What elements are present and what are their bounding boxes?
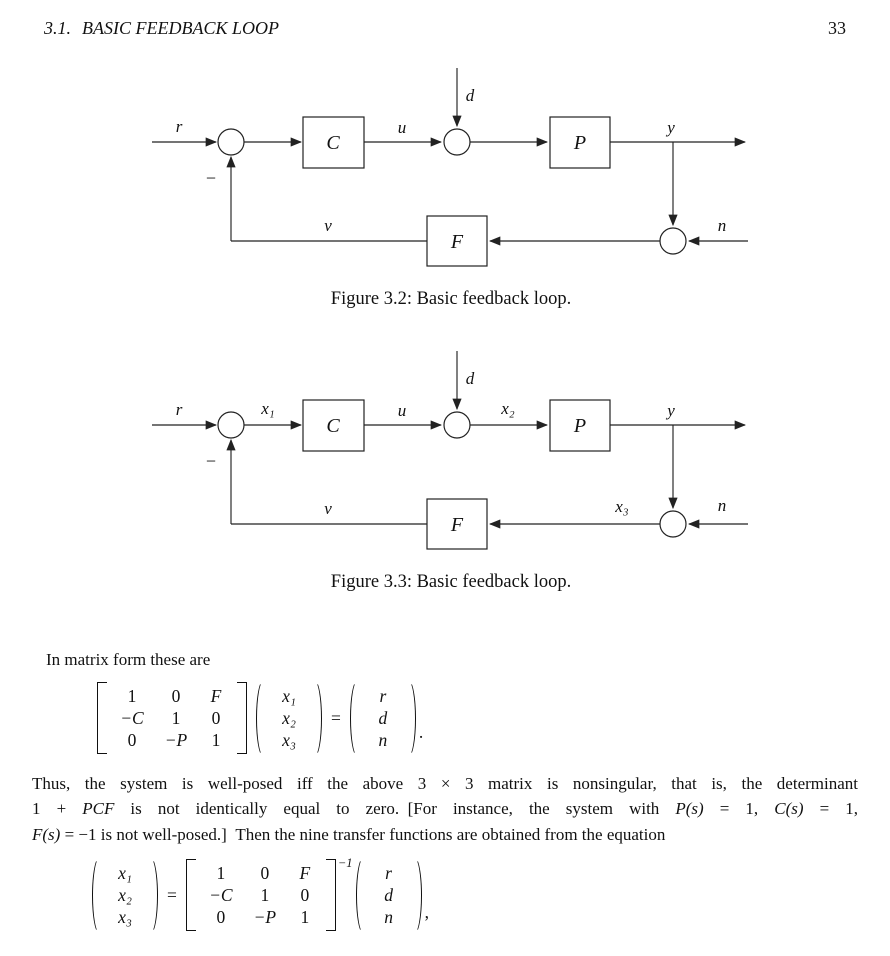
matrix-cell: −C: [120, 708, 144, 728]
input-vector: [370, 685, 396, 751]
matrix-cell: 1: [127, 686, 137, 706]
equation-punctuation: ,: [424, 902, 429, 922]
fig33-label-minus: −: [205, 451, 217, 471]
left-parenthesis: [256, 680, 271, 757]
math-segment: PCF: [82, 799, 115, 819]
left-square-bracket: [186, 859, 196, 931]
vector-cell: r: [379, 686, 387, 706]
right-parenthesis: [407, 857, 422, 934]
input-vector: [376, 862, 402, 928]
vector-cell: x₃: [118, 907, 132, 927]
vector-cell: d: [378, 708, 388, 728]
matrix-cell: 1: [171, 708, 181, 728]
math-segment: C(s): [774, 799, 804, 819]
page-number: 33: [828, 18, 846, 38]
paragraph-line-1: [32, 771, 858, 796]
state-vector: [112, 862, 138, 928]
vector-cell: x₂: [282, 708, 296, 728]
equation-1: [97, 681, 423, 755]
fig32-block-C-label: C: [326, 132, 340, 154]
fig32-label-minus: −: [205, 168, 217, 188]
matrix-cell: 1: [300, 907, 310, 927]
fig32-label-n: n: [717, 216, 727, 235]
vector-cell: x₁: [282, 686, 296, 706]
matrix-cell: 0: [216, 907, 226, 927]
fig32-label-y: y: [667, 118, 675, 137]
equals-sign: =: [331, 707, 341, 728]
left-parenthesis: [350, 680, 365, 757]
fig32-block-F-label: F: [450, 231, 464, 253]
matrix-cell: 0: [127, 730, 137, 750]
fig32-summing-junction-2: [444, 129, 470, 155]
fig33-label-x1: x₁: [261, 399, 275, 418]
matrix-cell: F: [210, 686, 222, 706]
text-segment: = 1,: [803, 799, 859, 819]
right-parenthesis: [307, 680, 322, 757]
text-segment: = −1 is not well-posed.] Then the nine transfer functions are obtained from the equation: [60, 824, 666, 844]
fig32-summing-junction-1: [218, 129, 244, 155]
fig33-block-P-label: P: [573, 415, 587, 437]
vector-cell: x₃: [282, 730, 296, 750]
matrix-cell: 0: [211, 708, 221, 728]
fig33-block-C-label: C: [326, 415, 340, 437]
fig32-label-u: u: [397, 118, 407, 137]
right-parenthesis: [401, 680, 416, 757]
paragraph-line-3: [32, 822, 858, 847]
matrix-cell: F: [299, 863, 311, 883]
vector-cell: x₂: [118, 885, 132, 905]
matrix-intro-text: In matrix form these are: [46, 650, 211, 669]
fig33-block-F-label: F: [450, 514, 464, 536]
fig33-label-r: r: [175, 400, 183, 419]
matrix-cell: 1: [216, 863, 226, 883]
fig33-label-u: u: [397, 401, 407, 420]
equals-sign: =: [167, 884, 177, 905]
section-title: BASIC FEEDBACK LOOP: [82, 18, 279, 38]
vector-cell: n: [378, 730, 388, 750]
right-square-bracket: [237, 682, 247, 754]
matrix-cell: 0: [171, 686, 181, 706]
figure-3-3-diagram: [152, 351, 748, 549]
vector-cell: n: [384, 907, 393, 927]
fig32-label-r: r: [175, 117, 183, 136]
fig32-label-v: v: [324, 216, 332, 235]
text-segment: is not identically equal to zero. [For instance, the system with: [114, 799, 676, 819]
fig33-label-x2: x₂: [501, 399, 515, 418]
fig32-label-d: d: [465, 86, 475, 105]
figure-3-2-caption: Figure 3.2: Basic feedback loop.: [330, 289, 572, 309]
figure-3-2-diagram: [152, 68, 748, 266]
inverse-exponent: −1: [337, 856, 353, 870]
matrix-cell: −P: [253, 907, 277, 927]
vector-cell: d: [384, 885, 393, 905]
section-number: 3.1.: [44, 18, 71, 38]
paragraph-line-2: [32, 796, 858, 821]
math-segment: P(s): [675, 799, 704, 819]
figure-3-3-caption: Figure 3.3: Basic feedback loop.: [330, 572, 572, 592]
left-parenthesis: [92, 857, 107, 934]
matrix-cell: 0: [300, 885, 310, 905]
text-segment: Thus, the system is well-posed iff the above 3 × 3 matrix is nonsingular, that is, the determinant: [32, 774, 858, 793]
fig33-summing-junction-1: [218, 412, 244, 438]
fig32-summing-junction-3: [660, 228, 686, 254]
math-segment: F(s): [32, 824, 61, 844]
text-segment: = 1,: [703, 799, 775, 819]
right-square-bracket: [326, 859, 336, 931]
fig33-label-n: n: [717, 496, 727, 515]
coefficient-matrix: [109, 685, 235, 751]
fig32-block-P-label: P: [573, 132, 587, 154]
fig33-label-d: d: [465, 369, 475, 388]
equation-2: [92, 855, 429, 935]
fig33-summing-junction-2: [444, 412, 470, 438]
vector-cell: x₁: [118, 863, 132, 883]
matrix-cell: −C: [209, 885, 233, 905]
vector-cell: r: [385, 863, 392, 883]
state-vector: [276, 685, 302, 751]
matrix-cell: −P: [164, 730, 188, 750]
matrix-cell: 0: [260, 863, 270, 883]
fig33-label-x3: x₃: [615, 497, 629, 516]
left-square-bracket: [97, 682, 107, 754]
coefficient-matrix: [198, 862, 324, 928]
body-paragraph: [32, 771, 858, 847]
text-segment: 1 +: [32, 799, 83, 819]
matrix-cell: 1: [211, 730, 221, 750]
fig33-label-y: y: [667, 401, 675, 420]
fig33-summing-junction-3: [660, 511, 686, 537]
equation-punctuation: .: [418, 722, 424, 742]
matrix-cell: 1: [260, 885, 270, 905]
left-parenthesis: [356, 857, 371, 934]
right-parenthesis: [143, 857, 158, 934]
fig33-label-v: v: [324, 499, 332, 518]
